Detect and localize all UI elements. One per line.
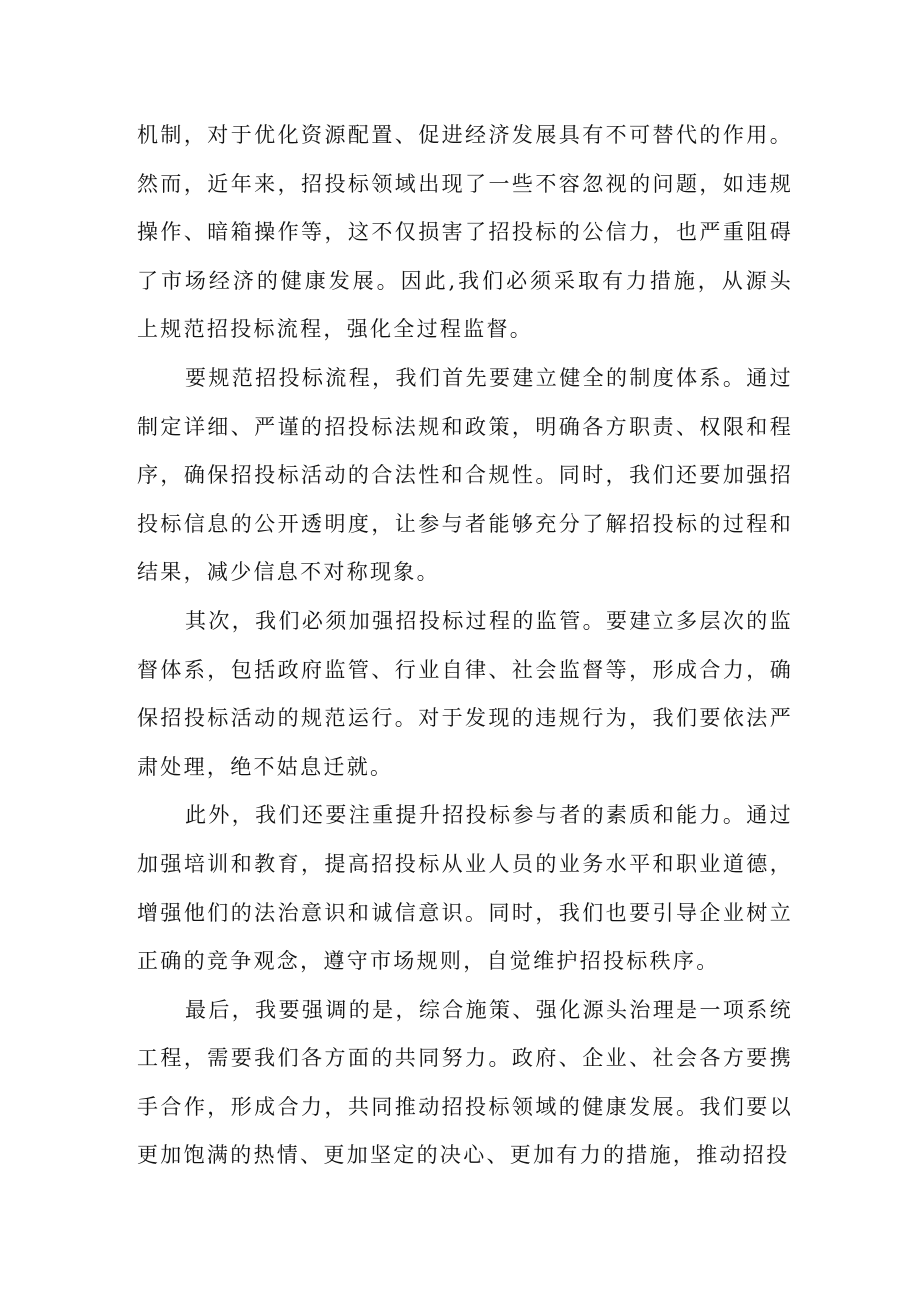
paragraph-4: 此外，我们还要注重提升招投标参与者的素质和能力。通过加强培训和教育，提高招投标从业人员的业务水平和职业道德，增强他们的法治意识和诚信意识。同时，我们也要引导企业树立正确的竞争观念，遵守市场规则，自觉维护招投标秩序。 <box>137 803 793 974</box>
paragraph-3: 其次，我们必须加强招投标过程的监管。要建立多层次的监督体系，包括政府监管、行业自律、社会监督等，形成合力，确保招投标活动的规范运行。对于发现的违规行为，我们要依法严肃处理，绝不姑息迁就。 <box>137 608 793 779</box>
paragraph-2: 要规范招投标流程，我们首先要建立健全的制度体系。通过制定详细、严谨的招投标法规和政策，明确各方职责、权限和程序，确保招投标活动的合法性和合规性。同时，我们还要加强招投标信息的公开透明度，让参与者能够充分了解招投标的过程和结果，减少信息不对称现象。 <box>137 365 793 585</box>
document-body <box>137 111 793 1180</box>
paragraph-5: 最后，我要强调的是，综合施策、强化源头治理是一项系统工程，需要我们各方面的共同努力。政府、企业、社会各方要携手合作，形成合力，共同推动招投标领域的健康发展。我们要以更加饱满的热情、更加坚定的决心、更加有力的措施，推动招投 <box>137 997 793 1168</box>
paragraph-1: 机制，对于优化资源配置、促进经济发展具有不可替代的作用。然而，近年来，招投标领域出现了一些不容忽视的问题，如违规操作、暗箱操作等，这不仅损害了招投标的公信力，也严重阻碍了市场经济的健康发展。因此,我们必须采取有力措施，从源头上规范招投标流程，强化全过程监督。 <box>137 123 793 342</box>
